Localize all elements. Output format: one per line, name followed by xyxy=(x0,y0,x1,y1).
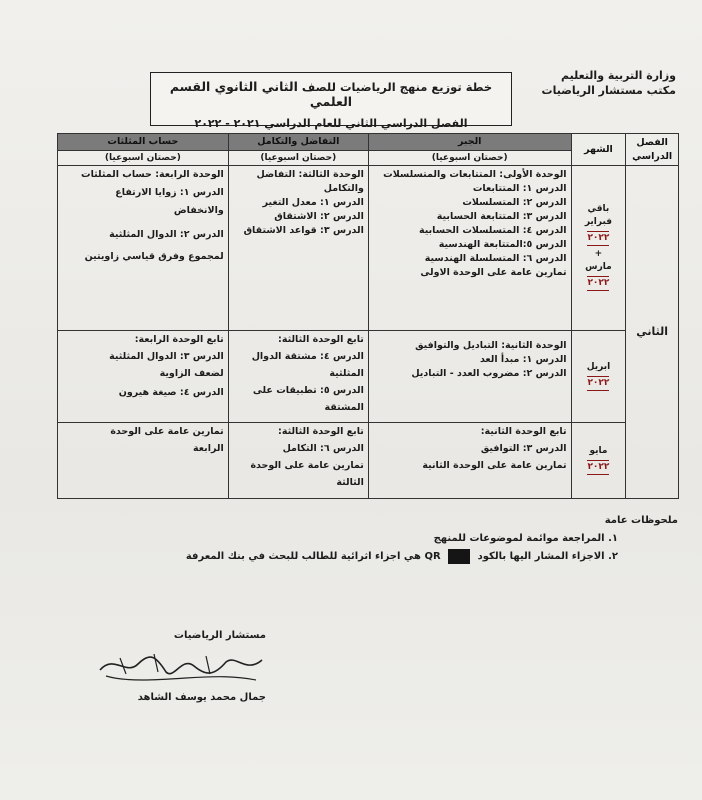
header-calculus: التفاضل والتكامل xyxy=(228,134,368,151)
table-header-row xyxy=(58,134,679,151)
note-item-2 xyxy=(18,548,678,566)
lesson-line: الدرس ٤: المتسلسلات الحسابية xyxy=(418,225,567,236)
ministry-header xyxy=(542,68,676,98)
lesson-line: تمارين عامة على الوحدة الاولى xyxy=(420,267,567,278)
lesson-line: تمارين عامة على الوحدة xyxy=(110,426,224,437)
lesson-line: الدرس ٤: صيغة هيرون xyxy=(118,387,224,398)
lesson-line: تابع الوحدة الثانية: xyxy=(480,426,567,437)
month-text: مارس xyxy=(585,262,612,272)
calculus-sub: (حصتان اسبوعيا) xyxy=(228,151,368,166)
notes-heading: ملحوظات عامة xyxy=(604,515,678,526)
lesson-line: الدرس ١: معدل التغير xyxy=(262,197,364,208)
title-line-2: الفصل الدراسي الثاني للعام الدراسي ٢٠٢١ - ٢٠٢٢ xyxy=(194,117,468,130)
month-cell xyxy=(571,331,626,423)
lesson-line: الدرس ٥:المتتابعة الهندسية xyxy=(438,239,567,250)
lesson-line: الدرس ٣: الدوال المثلثية xyxy=(109,351,224,362)
signatory-role: مستشار الرياضيات xyxy=(173,630,266,641)
month-text: باقي xyxy=(587,204,610,214)
trig-cell xyxy=(58,331,229,423)
lesson-line: الدرس ٥: تطبيقات على xyxy=(252,385,364,396)
note-item-1: ١. المراجعة موائمة لموضوعات للمنهج xyxy=(433,533,618,544)
year-text: ٢٠٢٢ xyxy=(587,376,609,391)
header-trig: حساب المثلثات xyxy=(58,134,229,151)
lesson-line: لضعف الزاوية xyxy=(159,368,224,379)
header-semester: الفصل الدراسي xyxy=(626,134,679,166)
lesson-line: الدرس ٢: الاشتقاق xyxy=(274,211,364,222)
lesson-line: الدرس ٤: مشتقة الدوال xyxy=(251,351,364,362)
trig-cell xyxy=(58,423,229,499)
year-text: ٢٠٢٢ xyxy=(587,276,609,291)
algebra-cell xyxy=(368,331,571,423)
curriculum-table xyxy=(57,133,679,499)
algebra-cell xyxy=(368,166,571,331)
lesson-line: الدرس ١: زوايا الارتفاع xyxy=(115,187,224,198)
handwritten-signature xyxy=(96,646,266,688)
lesson-line: الدرس ١: المتتابعات xyxy=(472,183,567,194)
table-row xyxy=(58,331,679,423)
lesson-line: لمجموع وفرق قياسي زاويتين xyxy=(84,251,224,262)
lesson-line: تابع الوحدة الرابعة: xyxy=(134,334,224,345)
lesson-line: تمارين عامة على الوحدة xyxy=(250,460,364,471)
month-text: مايو xyxy=(589,445,608,456)
algebra-cell xyxy=(368,423,571,499)
lesson-line: الوحدة الأولى: المتتابعات والمتسلسلات xyxy=(383,169,567,180)
qr-code-icon xyxy=(448,549,470,564)
lesson-line: الوحدة الثانية: التباديل والتوافيق xyxy=(415,340,567,351)
plus-sign: + xyxy=(594,249,603,259)
document-title-box xyxy=(150,72,512,130)
table-row xyxy=(58,166,679,331)
general-notes xyxy=(18,512,678,566)
calculus-cell xyxy=(228,331,368,423)
signature-block xyxy=(66,628,266,706)
header-algebra: الجبر xyxy=(368,134,571,151)
office-name: مكتب مستشار الرياضيات xyxy=(541,84,676,97)
ministry-name: وزارة التربية والتعليم xyxy=(561,69,676,82)
lesson-line: الثالثة xyxy=(336,477,364,488)
signatory-name: جمال محمد يوسف الشاهد xyxy=(137,692,266,703)
title-line-1 xyxy=(151,79,511,109)
lesson-line: تابع الوحدة الثالثة: xyxy=(278,426,364,437)
lesson-line: الدرس ٣: التوافيق xyxy=(480,443,567,454)
lesson-line: الدرس ٦: المتسلسلة الهندسية xyxy=(424,253,567,264)
lesson-line: الدرس ٣: قواعد الاشتقاق xyxy=(243,225,364,236)
lesson-line: المثلثية xyxy=(329,368,364,379)
lesson-line: الوحدة الرابعة: حساب المثلثات xyxy=(81,169,224,180)
semester-cell: الثاني xyxy=(626,166,679,499)
lesson-line: المشتقة xyxy=(324,402,364,413)
lesson-line: تمارين عامة على الوحدة الثانية xyxy=(422,460,567,471)
qr-code-label: QR xyxy=(424,551,441,562)
table-row xyxy=(58,423,679,499)
month-cell xyxy=(571,423,626,499)
month-text: فبراير xyxy=(584,217,613,227)
title-emphasis: الثاني الثانوي القسم العلمي xyxy=(169,79,353,109)
year-text: ٢٠٢٢ xyxy=(587,460,609,475)
lesson-line: الدرس ٣: المتتابعة الحسابية xyxy=(436,211,567,222)
month-cell xyxy=(571,166,626,331)
note-item-2-suffix: هي اجزاء اثرائية للطالب للبحث في بنك المعرفة xyxy=(185,551,421,562)
lesson-line: الدرس ١: مبدأ العد xyxy=(479,354,567,365)
lesson-line: الوحدة الثالثة: التفاضل xyxy=(256,169,364,180)
trig-cell xyxy=(58,166,229,331)
note-item-2-prefix: ٢. الاجزاء المشار اليها بالكود xyxy=(477,551,618,562)
lesson-line: الدرس ٢: الدوال المثلثية xyxy=(109,229,224,240)
year-text: ٢٠٢٢ xyxy=(587,231,609,246)
calculus-cell xyxy=(228,166,368,331)
lesson-line: تابع الوحدة الثالثة: xyxy=(278,334,364,345)
lesson-line: والانخفاض xyxy=(173,205,224,216)
lesson-line: الدرس ٢: المتسلسلات xyxy=(462,197,567,208)
algebra-sub: (حصتان اسبوعيا) xyxy=(368,151,571,166)
lesson-line: الدرس ٦: التكامل xyxy=(282,443,364,454)
trig-sub: (حصتان اسبوعيا) xyxy=(58,151,229,166)
title-prefix: خطة توزيع منهج الرياضيات للصف xyxy=(301,80,493,94)
lesson-line: والتكامل xyxy=(323,183,364,194)
lesson-line: الدرس ٢: مضروب العدد - التباديل xyxy=(411,368,567,379)
month-text: ابريل xyxy=(586,361,611,372)
calculus-cell xyxy=(228,423,368,499)
header-month: الشهر xyxy=(571,134,626,166)
lesson-line: الرابعة xyxy=(193,443,224,454)
